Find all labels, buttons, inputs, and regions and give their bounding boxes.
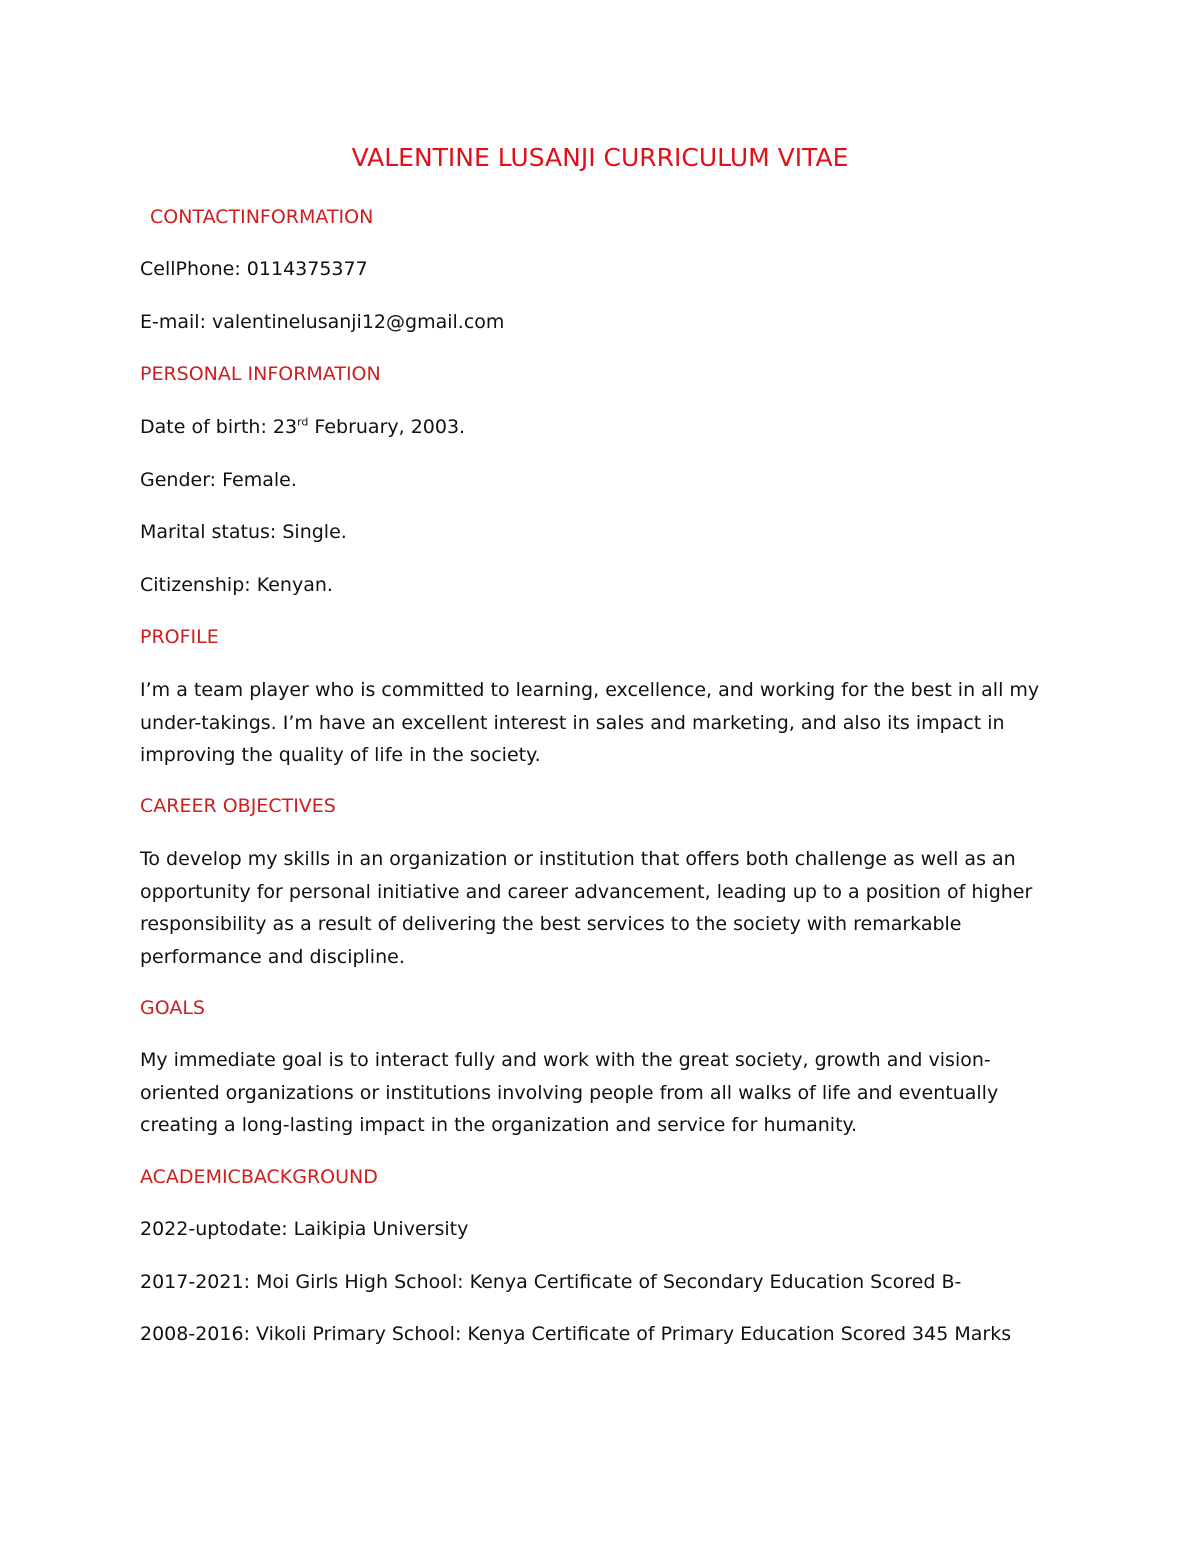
profile-line: under-takings. I’m have an excellent interest in sales and marketing, and also its impact in [140, 711, 1005, 734]
academic-item: 2017-2021: Moi Girls High School: Kenya Certificate of Secondary Education Scored B- [140, 1271, 962, 1293]
profile-line: I’m a team player who is committed to learning, excellence, and working for the best in all my [140, 679, 1040, 701]
personal-dob [140, 415, 465, 439]
personal-dob-suffix: February, 2003. [308, 416, 466, 438]
personal-marital: Marital status: Single. [140, 521, 347, 543]
document-title: VALENTINE LUSANJI CURRICULUM VITAE [351, 143, 849, 172]
goals-heading: GOALS [140, 997, 205, 1019]
goals-line: My immediate goal is to interact fully and work with the great society, growth and vision- [140, 1049, 991, 1071]
academic-item: 2008-2016: Vikoli Primary School: Kenya Certificate of Primary Education Scored 345 Marks [140, 1323, 1012, 1345]
career-heading: CAREER OBJECTIVES [140, 795, 336, 817]
career-text [140, 843, 1060, 973]
personal-gender: Gender: Female. [140, 469, 297, 491]
academic-heading: ACADEMICBACKGROUND [140, 1166, 378, 1188]
profile-line: improving the quality of life in the society. [140, 744, 541, 766]
profile-text [140, 674, 1060, 772]
career-line: opportunity for personal initiative and career advancement, leading up to a position of higher [140, 880, 1033, 903]
career-line: responsibility as a result of delivering the best services to the society with remarkable [140, 913, 962, 935]
career-line: performance and discipline. [140, 945, 405, 968]
personal-heading: PERSONAL INFORMATION [140, 363, 381, 385]
academic-item: 2022-uptodate: Laikipia University [140, 1218, 469, 1240]
contact-email: E-mail: valentinelusanji12@gmail.com [140, 311, 505, 333]
goals-line: oriented organizations or institutions involving people from all walks of life and eventually [140, 1081, 999, 1104]
career-line: To develop my skills in an organization or institution that offers both challenge as well as an [140, 848, 1016, 870]
contact-heading: CONTACTINFORMATION [150, 206, 374, 228]
profile-heading: PROFILE [140, 626, 219, 648]
personal-citizenship: Citizenship: Kenyan. [140, 574, 333, 596]
goals-line: creating a long-lasting impact in the organization and service for humanity. [140, 1114, 858, 1136]
goals-text [140, 1044, 1060, 1142]
contact-phone: CellPhone: 0114375377 [140, 258, 368, 280]
personal-dob-sup: rd [297, 415, 309, 429]
personal-dob-prefix: Date of birth: 23 [140, 416, 298, 438]
